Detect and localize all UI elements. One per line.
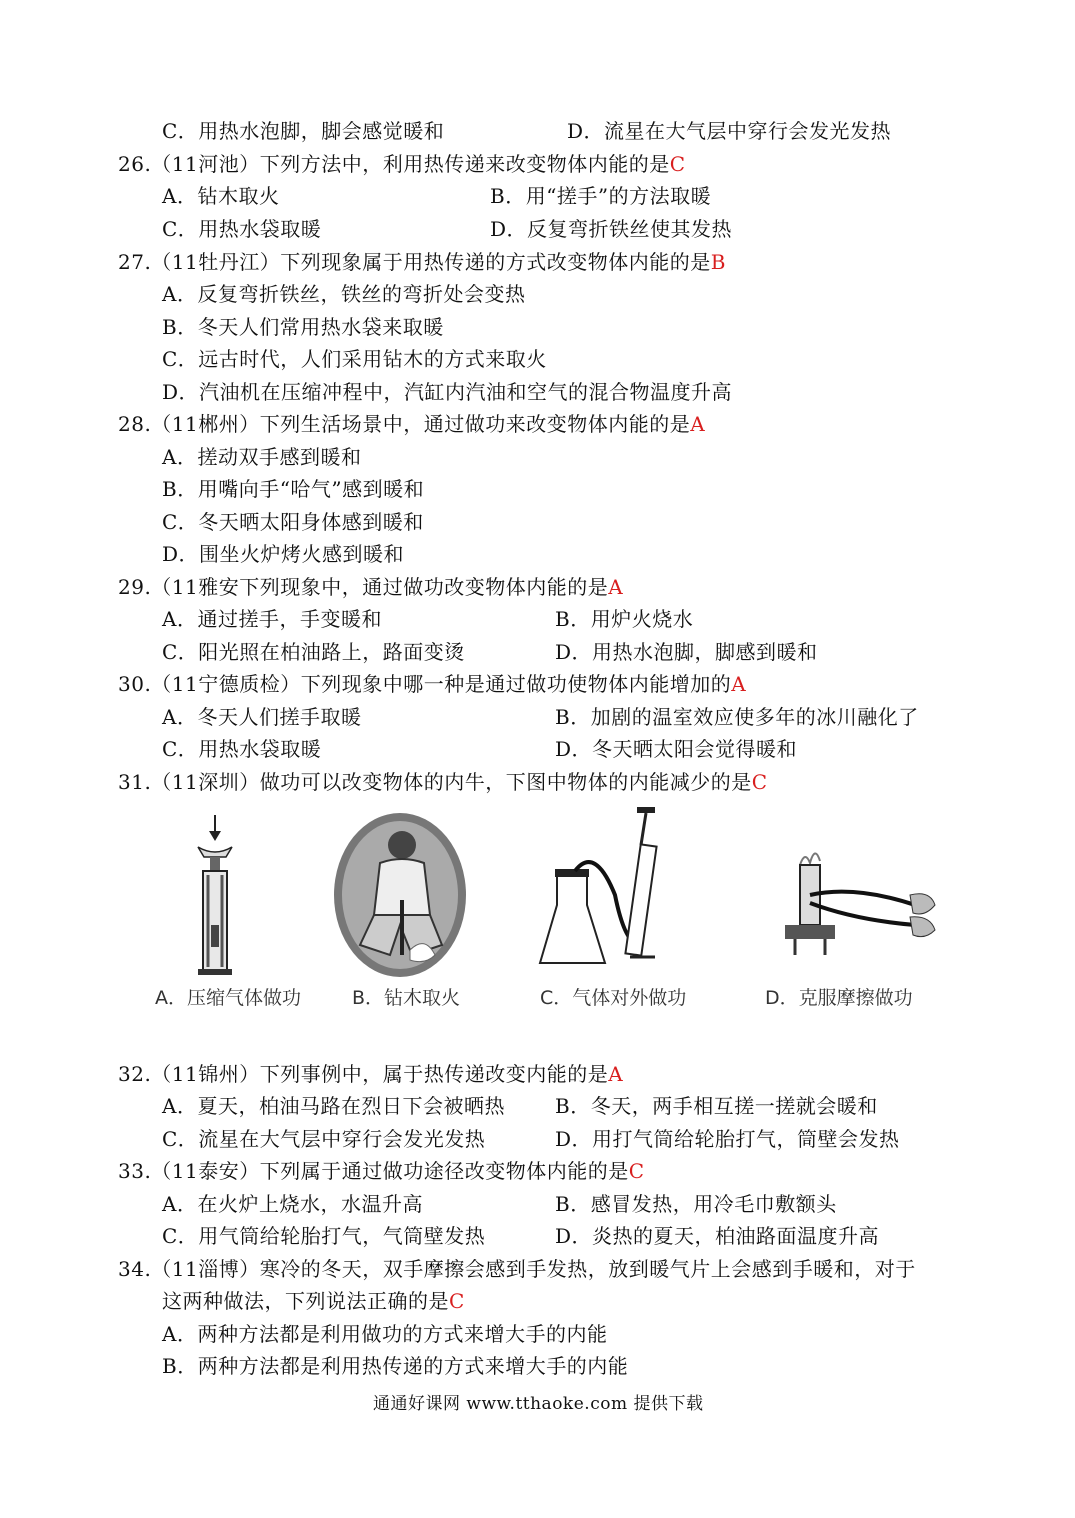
answer-mark: B [710, 250, 726, 274]
text-content: 33.（11泰安）下列属于通过做功途径改变物体内能的是 [118, 1159, 629, 1183]
text-content: 32.（11锦州）下列事例中，属于热传递改变内能的是 [118, 1062, 609, 1086]
text-line-q27a [162, 281, 525, 307]
text-line-q28 [118, 411, 705, 437]
text-line-q30cd-0 [162, 736, 321, 762]
text-content: A．反复弯折铁丝，铁丝的弯折处会变热 [162, 282, 526, 306]
answer-mark: C [751, 770, 768, 794]
text-content: B．加剧的温室效应使多年的冰川融化了 [555, 705, 919, 729]
text-content: B．感冒发热，用冷毛巾敷额头 [555, 1192, 837, 1216]
text-content: B．用炉火烧水 [555, 607, 694, 631]
text-content: 这两种做法，下列说法正确的是 [162, 1289, 449, 1313]
answer-mark: A [608, 1062, 624, 1086]
text-line-q34b [162, 1288, 465, 1314]
text-line-q26cd-0 [162, 216, 321, 242]
text-line-q32cd-0 [162, 1126, 485, 1152]
answer-mark: A [690, 412, 706, 436]
text-line-l1-0 [162, 118, 444, 144]
text-line-q34A [162, 1321, 607, 1347]
text-content: D．反复弯折铁丝使其发热 [490, 217, 733, 241]
text-content: A．通过搓手，手变暖和 [162, 607, 382, 631]
text-line-q27d [162, 379, 732, 405]
text-line-q33cd-1 [555, 1223, 879, 1249]
text-line-q32 [118, 1061, 623, 1087]
text-content: 28.（11郴州）下列生活场景中，通过做功来改变物体内能的是 [118, 412, 691, 436]
text-line-q26cd-1 [490, 216, 732, 242]
text-content: 34.（11淄博）寒冷的冬天，双手摩擦会感到手发热，放到暖气片上会感到手暖和，对于 [118, 1257, 916, 1281]
text-content: C．用热水袋取暖 [162, 217, 322, 241]
figure-caption-b: B．钻木取火 [352, 987, 461, 1009]
answer-mark: C [628, 1159, 645, 1183]
text-line-q26ab-1 [490, 183, 711, 209]
text-line-q27b [162, 314, 444, 340]
text-line-q29cd-1 [555, 639, 818, 665]
text-line-q29cd-0 [162, 639, 465, 665]
text-content: D．围坐火炉烤火感到暖和 [162, 542, 405, 566]
text-content: D．用打气筒给轮胎打气，筒壁会发热 [555, 1127, 900, 1151]
text-content: 26.（11河池）下列方法中，利用热传递来改变物体内能的是 [118, 152, 670, 176]
text-line-q33cd-0 [162, 1223, 485, 1249]
text-line-q28c [162, 509, 424, 535]
text-content: C．阳光照在柏油路上，路面变烫 [162, 640, 465, 664]
text-line-l1-1 [567, 118, 891, 144]
text-line-q32cd-1 [555, 1126, 900, 1152]
text-content: D．冬天晒太阳会觉得暖和 [555, 737, 798, 761]
text-line-q29ab-1 [555, 606, 693, 632]
text-content: A．两种方法都是利用做功的方式来增大手的内能 [162, 1322, 608, 1346]
answer-mark: C [669, 152, 686, 176]
page-footer: 通通好课网 www.tthaoke.com 提供下载 [373, 1394, 704, 1414]
text-content: B．用“搓手”的方法取暖 [490, 184, 712, 208]
text-line-q32ab-1 [555, 1093, 878, 1119]
text-line-q30 [118, 671, 746, 697]
text-line-q31 [118, 769, 768, 795]
text-line-q33 [118, 1158, 645, 1184]
answer-mark: C [449, 1289, 465, 1313]
text-line-q26 [118, 151, 686, 177]
text-content: C．冬天晒太阳身体感到暖和 [162, 510, 424, 534]
text-line-q34B [162, 1353, 628, 1379]
text-content: 30.（11宁德质检）下列现象中哪一种是通过做功使物体内能增加的 [118, 672, 732, 696]
text-line-q33ab-0 [162, 1191, 423, 1217]
text-content: B．冬天人们常用热水袋来取暖 [162, 315, 444, 339]
text-line-q33ab-1 [555, 1191, 837, 1217]
figure-caption-c: C．气体对外做功 [540, 987, 687, 1009]
question-31-figure [140, 805, 950, 1025]
text-content: 29.（11雅安下列现象中，通过做功改变物体内能的是 [118, 575, 609, 599]
text-line-q30ab-0 [162, 704, 361, 730]
text-line-q30cd-1 [555, 736, 797, 762]
text-content: C．用气筒给轮胎打气，气筒壁发热 [162, 1224, 486, 1248]
text-content: C．流星在大气层中穿行会发光发热 [162, 1127, 486, 1151]
answer-mark: A [608, 575, 624, 599]
text-content: A．冬天人们搓手取暖 [162, 705, 362, 729]
text-line-q28a [162, 444, 361, 470]
text-content: D．炎热的夏天，柏油路面温度升高 [555, 1224, 880, 1248]
text-line-q29 [118, 574, 623, 600]
text-line-q28b [162, 476, 424, 502]
figure-caption-a: A．压缩气体做功 [155, 987, 301, 1009]
text-content: C．用热水泡脚，脚会感觉暖和 [162, 119, 445, 143]
text-content: A．在火炉上烧水，水温升高 [162, 1192, 423, 1216]
text-content: 27.（11牡丹江）下列现象属于用热传递的方式改变物体内能的是 [118, 250, 711, 274]
text-content: B．冬天，两手相互搓一搓就会暖和 [555, 1094, 878, 1118]
figure-caption-d: D．克服摩擦做功 [765, 987, 913, 1009]
text-line-q26ab-0 [162, 183, 279, 209]
text-content: D．流星在大气层中穿行会发光发热 [567, 119, 892, 143]
text-content: C．远古时代，人们采用钻木的方式来取火 [162, 347, 547, 371]
text-line-q27 [118, 249, 726, 275]
text-content: B．用嘴向手“哈气”感到暖和 [162, 477, 425, 501]
text-content: A．夏天，柏油马路在烈日下会被晒热 [162, 1094, 505, 1118]
text-content: 31.（11深圳）做功可以改变物体的内牛，下图中物体的内能减少的是 [118, 770, 752, 794]
text-line-q34 [118, 1256, 916, 1282]
answer-mark: A [731, 672, 747, 696]
text-line-q27c [162, 346, 547, 372]
text-line-q28d [162, 541, 404, 567]
text-content: B．两种方法都是利用热传递的方式来增大手的内能 [162, 1354, 629, 1378]
text-content: D．用热水泡脚，脚感到暖和 [555, 640, 818, 664]
text-content: A．钻木取火 [162, 184, 280, 208]
text-content: A．搓动双手感到暖和 [162, 445, 362, 469]
text-line-q30ab-1 [555, 704, 919, 730]
text-content: C．用热水袋取暖 [162, 737, 322, 761]
text-line-q32ab-0 [162, 1093, 505, 1119]
text-line-q29ab-0 [162, 606, 382, 632]
text-content: D．汽油机在压缩冲程中，汽缸内汽油和空气的混合物温度升高 [162, 380, 733, 404]
